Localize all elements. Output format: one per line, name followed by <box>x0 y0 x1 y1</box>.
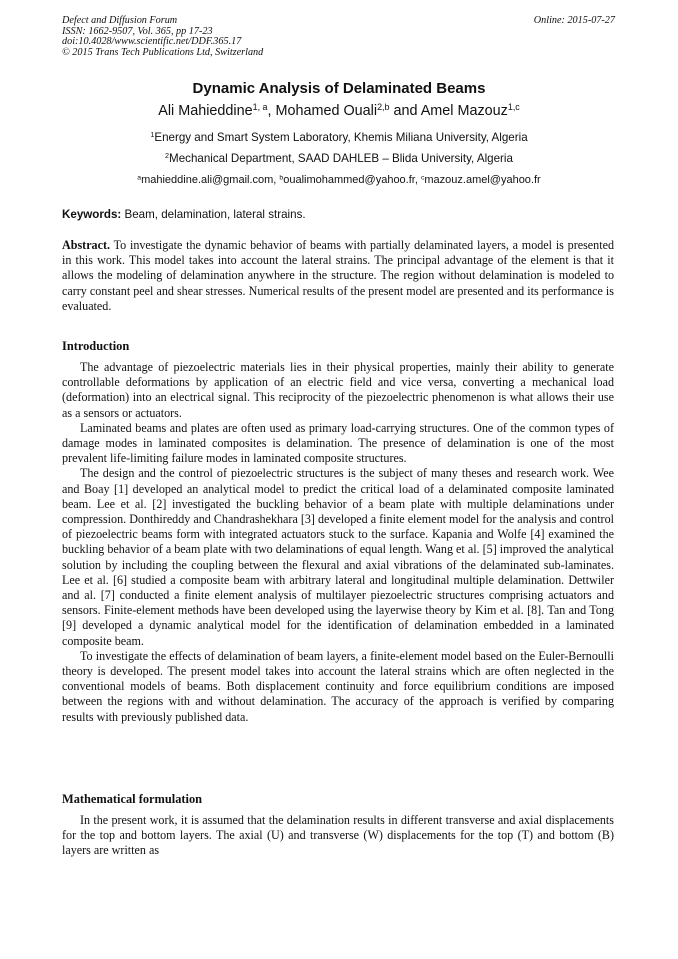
issn-line: ISSN: 1662-9507, Vol. 365, pp 17-23 <box>62 25 213 37</box>
email: mazouz.amel@yahoo.fr <box>424 174 541 186</box>
email: oualimohammed@yahoo.fr, <box>283 174 421 186</box>
abstract-text: To investigate the dynamic behavior of beams with partially delaminated layers, a model is presented in this work. This model takes into account the lateral strains. The principal advantage of the element is that it allows the modeling of delamination anywhere in the structure. The region without delamination is modeled to carry constant peel and shear stresses. Numerical results of the present model are presented and its performance is evaluated. <box>62 238 614 313</box>
online-date: Online: 2015-07-27 <box>533 15 615 26</box>
affiliation-1 <box>0 131 678 144</box>
keywords <box>62 208 306 221</box>
math-formulation-body <box>62 813 614 859</box>
paragraph: Laminated beams and plates are often used as primary load-carrying structures. One of the common types of damage modes in laminated composites is delamination. The presence of delamination is one of the most prevalent life-limiting failure modes in laminated composite structures. <box>62 420 614 466</box>
author-separator: , <box>267 103 276 119</box>
copyright-line: © 2015 Trans Tech Publications Ltd, Switzerland <box>62 46 264 58</box>
introduction-heading: Introduction <box>62 339 130 353</box>
keywords-label: Keywords: <box>62 208 122 221</box>
journal-header <box>62 16 263 58</box>
author-emails <box>0 174 678 186</box>
introduction-body <box>62 360 614 725</box>
math-formulation-heading: Mathematical formulation <box>62 792 203 806</box>
journal-name: Defect and Diffusion Forum <box>62 15 178 26</box>
affiliation-text: Energy and Smart System Laboratory, Khemis Miliana University, Algeria <box>154 131 528 144</box>
author-sup: 1, a <box>252 102 268 113</box>
author-list <box>0 103 678 119</box>
email-sup: b <box>279 174 284 182</box>
author-separator: and <box>389 103 421 119</box>
affiliation-sup: 2 <box>165 151 170 161</box>
email-sup: a <box>137 174 142 182</box>
author-sup: 2,b <box>377 102 390 113</box>
paragraph: To investigate the effects of delamination of beam layers, a finite-element model based on the Euler-Bernoulli theory is developed. The present model takes into account the lateral strains which are often neglected in the conventional models of beams. Both displacement continuity and force equilibrium conditions are imposed between the regions with and without delamination. The accuracy of the approach is verified by comparing results with previously published data. <box>62 648 614 724</box>
abstract <box>62 238 614 314</box>
paragraph: The advantage of piezoelectric materials lies in their physical properties, mainly their ability to generate controllable deformations by application of an electric field and vice versa, converting a mechanical load (deformation) into an electrical signal. This reciprocity of the piezoelectric phenomenon is what allows their use as a sensors or actuators. <box>62 360 614 420</box>
author-sup: 1,c <box>507 102 520 113</box>
author-name: Ali Mahieddine <box>158 103 253 119</box>
author-name: Mohamed Ouali <box>275 103 378 119</box>
keywords-text: Beam, delamination, lateral strains. <box>121 208 306 221</box>
doi-line: doi:10.4028/www.scientific.net/DDF.365.17 <box>62 36 242 48</box>
paragraph: The design and the control of piezoelectric structures is the subject of many theses and research work. Wee and Boay [1] developed an analytical model to predict the critical load of a delaminated composite laminated beam. Lee et al. [2] investigated the buckling behavior of a beam plate with multiple delaminations under compression. Donthireddy and Chandrashekhara [3] developed a finite element model for the analysis and control of piezoelectric beams form with integrated actuators stuck to the surface. Kapania and Wolfe [4] examined the buckling behavior of a beam plate with two delaminations of equal length. Wang et al. [5] improved the analytical solution by including the coupling between the flexural and axial vibrations of the delaminated sub-laminates. Lee et al. [6] studied a composite beam with arbitrary lateral and longitudinal multiple delamination. Dettwiler and al. [7] conducted a finite element analysis of multilayer piezoelectric structures comprising actuators and sensors. Finite-element methods have been developed using the layerwise theory by Kim et al. [8]. Tan and Tong [9] developed a dynamic analytical model for the identification of delamination embedded in a laminated composite beam. <box>62 466 614 648</box>
abstract-label: Abstract. <box>62 238 111 252</box>
affiliation-text: Mechanical Department, SAAD DAHLEB – Blida University, Algeria <box>169 152 513 165</box>
affiliation-sup: 1 <box>150 130 155 140</box>
email: mahieddine.ali@gmail.com, <box>141 174 280 186</box>
paper-title: Dynamic Analysis of Delaminated Beams <box>192 80 486 97</box>
author-name: Amel Mazouz <box>420 103 508 119</box>
email-sup: c <box>420 174 425 182</box>
affiliation-2 <box>0 152 678 165</box>
paragraph: In the present work, it is assumed that the delamination results in different transverse and axial displacements for the top and bottom layers. The axial (U) and transverse (W) displacements for the top (T) and bottom (B) layers are written as <box>62 813 614 858</box>
